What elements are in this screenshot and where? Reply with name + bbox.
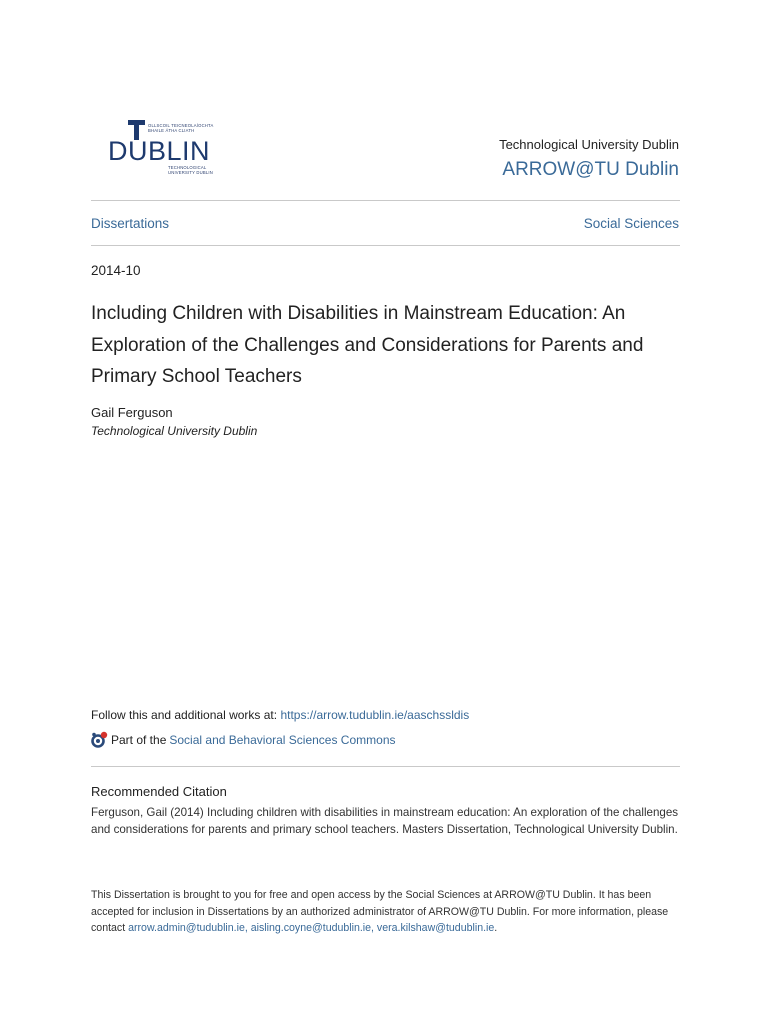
document-title: Including Children with Disabilities in Mainstream Education: An Exploration of the Challenges and Considerations for Parents and Primary School Teachers	[91, 303, 644, 387]
logo-wordmark: DUBLIN	[108, 136, 211, 166]
institution-name: Technological University Dublin	[499, 137, 679, 152]
tu-dublin-logo	[108, 118, 218, 180]
access-statement	[91, 887, 681, 937]
logo-irish-text-2: BHAILE ÁTHA CLIATH	[148, 128, 195, 133]
divider-top	[91, 200, 680, 201]
logo-irish-text-1: OLLSCOIL TEICNEOLAÍOCHTA	[148, 123, 214, 128]
logo-english-text-2: UNIVERSITY DUBLIN	[168, 170, 213, 175]
citation-heading: Recommended Citation	[91, 784, 227, 799]
follow-line	[91, 708, 469, 722]
social-sciences-link[interactable]: Social Sciences	[583, 216, 679, 231]
part-of-prefix: Part of the	[111, 732, 167, 747]
follow-prefix: Follow this and additional works at:	[91, 708, 281, 722]
dissertations-link[interactable]: Dissertations	[91, 216, 170, 231]
contact-emails-link[interactable]: arrow.admin@tudublin.ie, aisling.coyne@tudublin.ie, vera.kilshaw@tudublin.ie	[128, 922, 495, 934]
part-of-line	[91, 731, 396, 748]
publication-date: 2014-10	[91, 263, 141, 278]
divider-citation	[91, 766, 680, 767]
logo-english-text-1: TECHNOLOGICAL	[168, 165, 207, 170]
author-affiliation: Technological University Dublin	[91, 424, 258, 438]
collection-url-link[interactable]: https://arrow.tudublin.ie/aaschssldis	[280, 708, 470, 722]
network-commons-icon	[91, 731, 108, 748]
commons-link[interactable]: Social and Behavioral Sciences Commons	[169, 732, 396, 747]
access-statement-text: This Dissertation is brought to you for free and open access by the Social Sciences at ARROW@TU Dublin. It has been accepted for inclusion in Dissertations by an authorized administrator of ARROW@TU Dublin. For more information, please contact	[91, 889, 669, 934]
citation-text: Ferguson, Gail (2014) Including children with disabilities in mainstream education: An exploration of the challenges and considerations for parents and primary school teachers. Masters Dissertation, Technological University Dublin.	[91, 806, 679, 836]
repository-link[interactable]: ARROW@TU Dublin	[502, 159, 679, 180]
access-statement-end: .	[494, 922, 498, 934]
divider-nav	[91, 245, 680, 246]
author-name: Gail Ferguson	[91, 405, 173, 420]
